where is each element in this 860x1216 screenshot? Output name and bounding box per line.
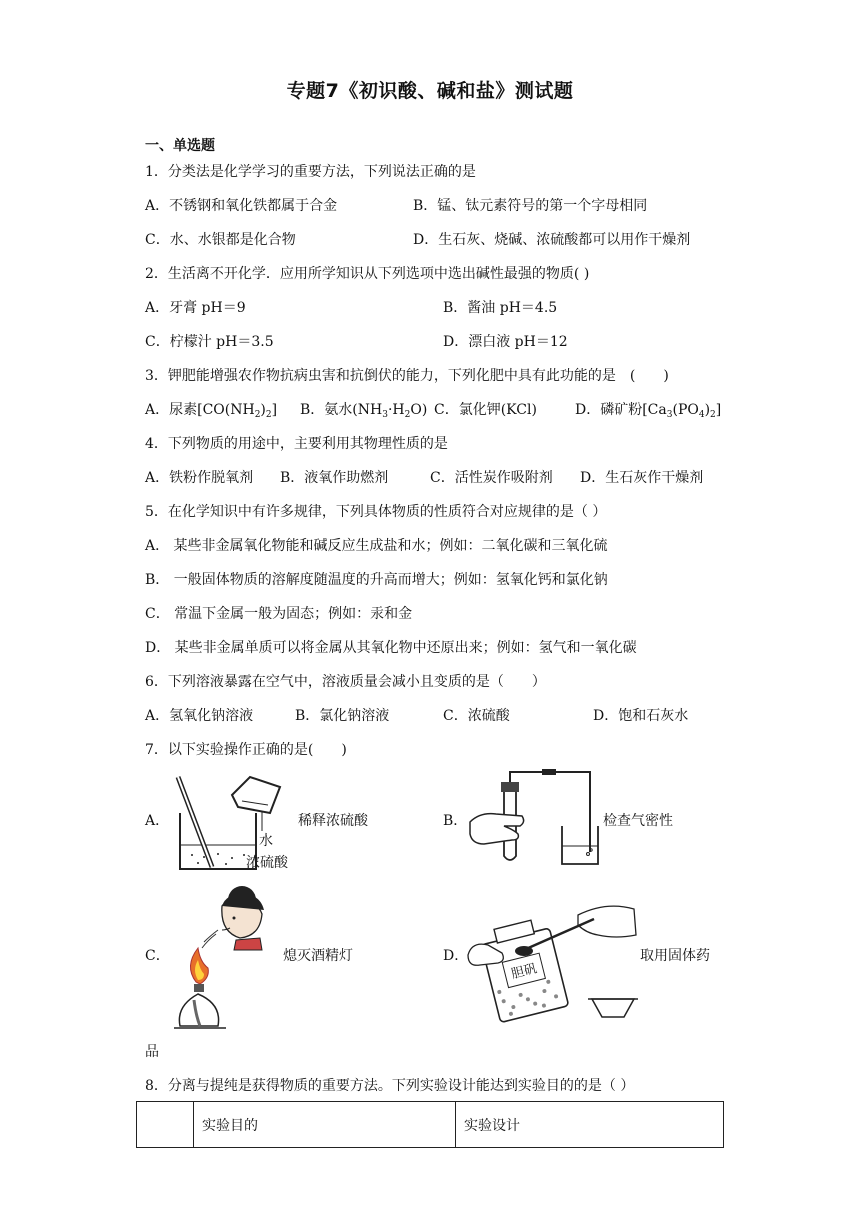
- question-2-option-c: C．柠檬汁 pH＝3.5: [145, 334, 274, 350]
- question-5-option-b: B． 一般固体物质的溶解度随温度的升高而增大；例如：氢氧化钙和氯化钠: [145, 572, 608, 588]
- question-5-option-a: A． 某些非金属氧化物能和碱反应生成盐和水；例如：二氧化碳和三氧化硫: [145, 538, 608, 554]
- question-5-option-d: D． 某些非金属单质可以将金属从其氧化物中还原出来；例如：氢气和一氧化碳: [145, 640, 637, 656]
- section-heading: 一、单选题: [145, 138, 215, 154]
- question-5-stem: 5．在化学知识中有许多规律，下列具体物质的性质符合对应规律的是（ ）: [145, 504, 607, 520]
- airtightness-check-illustration: [462, 768, 602, 868]
- question-3-option-a: A．尿素$[CO(NH_2)_2]$: [145, 402, 278, 420]
- question-7-option-d-letter: D．: [443, 948, 469, 964]
- question-4-stem: 4．下列物质的用途中，主要利用其物理性质的是: [145, 436, 448, 452]
- sulfuric-acid-label: 浓硫酸: [246, 855, 288, 871]
- question-1-stem: 1．分类法是化学学习的重要方法，下列说法正确的是: [145, 164, 476, 180]
- question-1-option-d: D．生石灰、烧碱、浓硫酸都可以用作干燥剂: [413, 232, 691, 248]
- table-header-cell: 实验目的: [194, 1102, 456, 1148]
- extinguish-lamp-illustration: [170, 876, 280, 1032]
- question-7-option-a-letter: A．: [145, 813, 170, 829]
- table-header-cell: 实验设计: [456, 1102, 724, 1148]
- question-4-option-d: D．生石灰作干燥剂: [580, 470, 704, 486]
- question-6-option-d: D．饱和石灰水: [593, 708, 689, 724]
- question-3-stem: 3．钾肥能增强农作物抗病虫害和抗倒伏的能力，下列化肥中具有此功能的是 ( ): [145, 368, 669, 384]
- question-7-stem: 7．以下实验操作正确的是( ): [145, 742, 347, 758]
- question-7-option-a-caption: 稀释浓硫酸: [298, 813, 368, 829]
- question-7-option-b-letter: B．: [443, 813, 468, 829]
- question-7-option-d-caption: 取用固体药: [640, 948, 710, 964]
- table-header-cell: [137, 1102, 194, 1148]
- question-8-stem: 8．分离与提纯是获得物质的重要方法。下列实验设计能达到实验目的的是（ ）: [145, 1078, 635, 1094]
- question-6-stem: 6．下列溶液暴露在空气中，溶液质量会减小且变质的是（ ）: [145, 674, 546, 690]
- question-3-option-d: D．磷矿粉$[Ca_3(PO_4)_2]$: [575, 402, 722, 420]
- question-7-option-c-caption: 熄灭酒精灯: [283, 948, 353, 964]
- question-4-option-b: B．液氧作助燃剂: [280, 470, 389, 486]
- question-1-option-a: A．不锈钢和氧化铁都属于合金: [145, 198, 338, 214]
- question-2-option-b: B．酱油 pH＝4.5: [443, 300, 558, 316]
- question-2-option-d: D．漂白液 pH＝12: [443, 334, 568, 350]
- experiment-table: [136, 1101, 724, 1148]
- question-4-option-c: C．活性炭作吸附剂: [430, 470, 553, 486]
- question-2-stem: 2．生活离不开化学．应用所学知识从下列选项中选出碱性最强的物质( ): [145, 266, 590, 282]
- question-4-option-a: A．铁粉作脱氧剂: [145, 470, 254, 486]
- page-title: 专题7《初识酸、碱和盐》测试题: [286, 80, 574, 102]
- table-row: [137, 1102, 724, 1148]
- question-6-option-a: A．氢氧化钠溶液: [145, 708, 254, 724]
- question-7-option-d-caption-wrap: 品: [145, 1044, 159, 1060]
- question-2-option-a: A．牙膏 pH＝9: [145, 300, 246, 316]
- question-6-option-b: B．氯化钠溶液: [295, 708, 390, 724]
- question-3-option-c: C．氯化钾(KCl): [434, 402, 537, 418]
- question-1-option-b: B．锰、钛元素符号的第一个字母相同: [413, 198, 648, 214]
- question-3-option-b: B．氨水$(NH_3\cdot H_2O)$: [300, 402, 428, 420]
- bottle-label: 胆矾: [509, 961, 539, 983]
- question-1-option-c: C．水、水银都是化合物: [145, 232, 296, 248]
- question-7-option-b-caption: 检查气密性: [603, 813, 673, 829]
- question-6-option-c: C．浓硫酸: [443, 708, 510, 724]
- question-5-option-c: C． 常温下金属一般为固态；例如：汞和金: [145, 606, 413, 622]
- question-7-option-c-letter: C．: [145, 948, 170, 964]
- water-label: 水: [259, 833, 273, 849]
- solid-reagent-illustration: [466, 895, 638, 1025]
